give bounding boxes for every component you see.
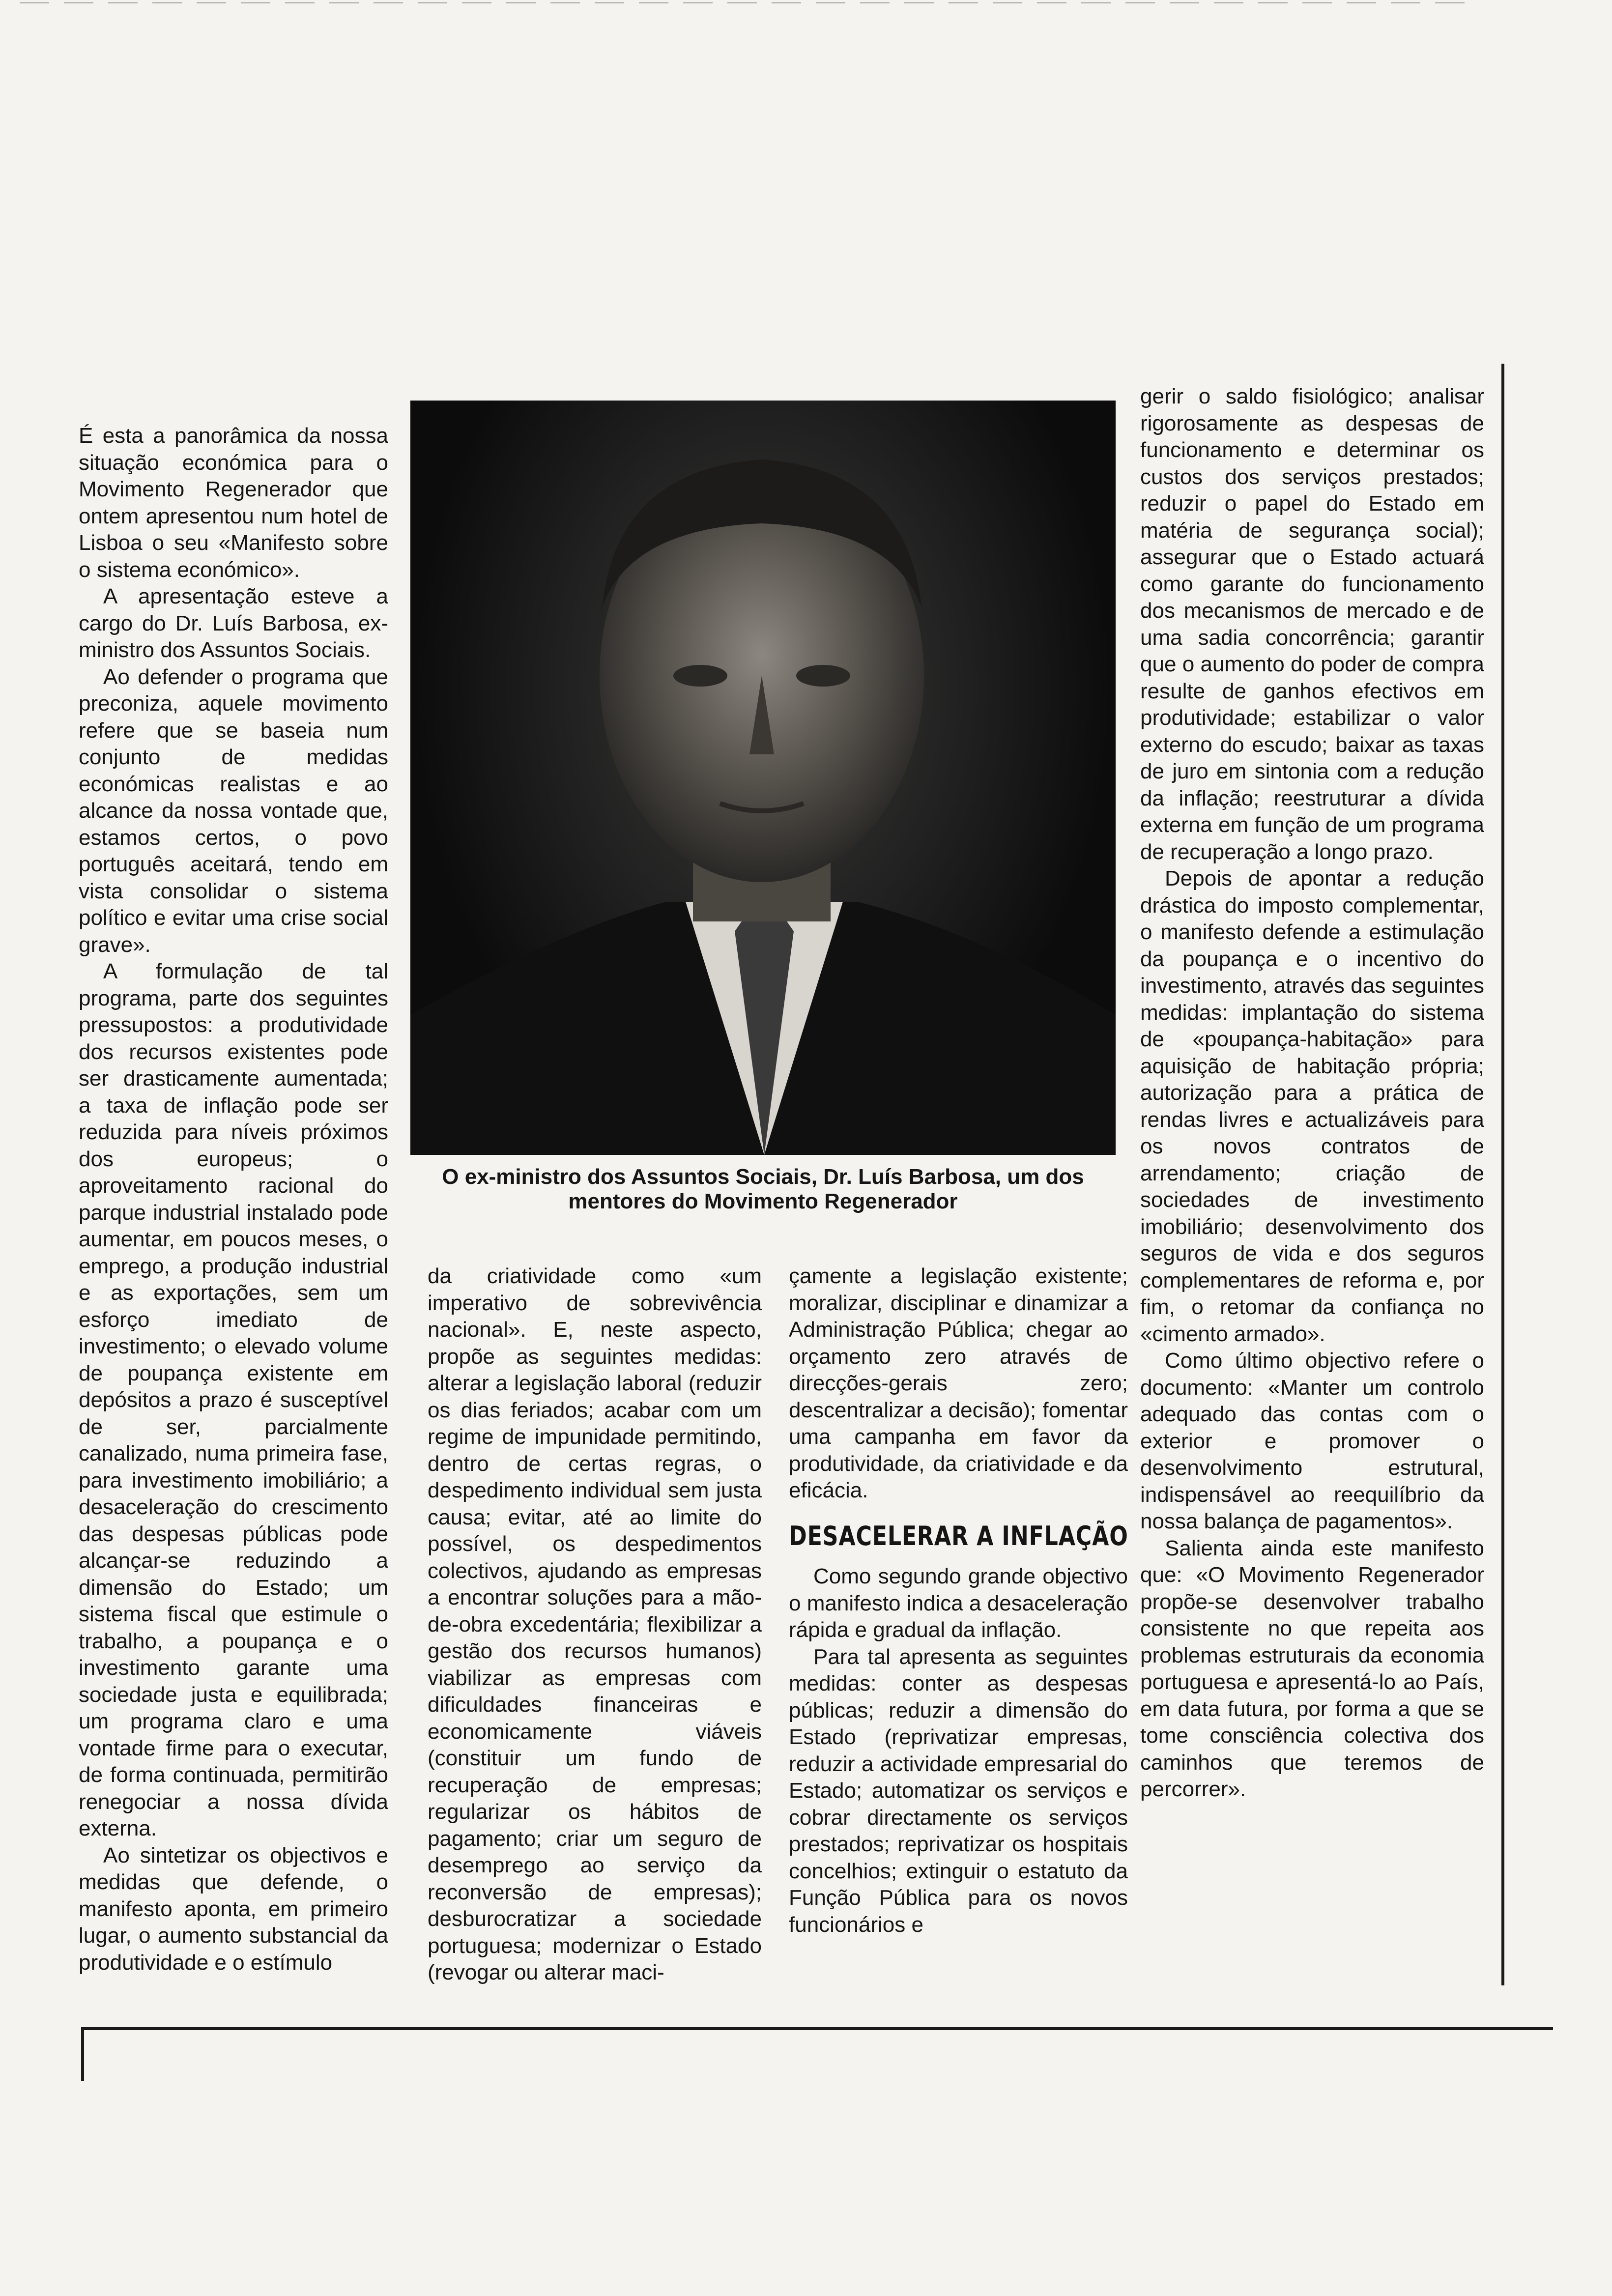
article-column-1 (79, 423, 388, 1976)
paragraph: da criatividade como «um imperativo de sobrevivência nacional». E, neste aspecto, propõe as seguintes medidas: alterar a legislação laboral (reduzir os dias feriados; acabar com um regime de impunidade permitindo, dentro de certas regras, o despedimento individual sem justa causa; evitar, até ao limite do possível, os despedimentos colectivos, ajudando as empresas a encontrar soluções para a mão-de-obra excedentária; flexibilizar a gestão dos recursos humanos) viabilizar as empresas com dificuldades financeiras e economicamente viáveis (constituir um fundo de recuperação de empresas; regularizar os hábitos de pagamento; criar um seguro de desemprego ao serviço da reconversão de empresas); desburocratizar a sociedade portuguesa; modernizar o Estado (revogar ou alterar maci- (428, 1264, 762, 1984)
portrait-image (410, 401, 1116, 1155)
article-column-2 (428, 1263, 762, 1986)
paragraph: Como segundo grande objectivo o manifesto indica a desaceleração rápida e gradual da inflação. (789, 1564, 1128, 1642)
article-column-4 (1140, 383, 1484, 1803)
paragraph: A apresentação esteve a cargo do Dr. Luís Barbosa, ex-ministro dos Assuntos Sociais. (79, 584, 388, 662)
paragraph: çamente a legislação existente; moralizar, disciplinar e dinamizar a Administração Pública; chegar ao orçamento zero através de direcções-gerais zero; descentralizar a decisão); fomentar uma campanha em favor da produtividade, da criatividade e da eficácia. (789, 1264, 1128, 1502)
paragraph: É esta a panorâmica da nossa situação económica para o Movimento Regenerador que ontem apresentou num hotel de Lisboa o seu «Manifesto sobre o sistema económico». (79, 424, 388, 582)
photo-caption: O ex-ministro dos Assuntos Sociais, Dr. Luís Barbosa, um dos mentores do Movimento Regenerador (442, 1165, 1084, 1213)
column-rule-right (1501, 364, 1504, 1985)
paragraph: gerir o saldo fisiológico; analisar rigorosamente as despesas de funcionamento e determinar os custos dos serviços prestados; reduzir o papel do Estado em matéria de segurança social); assegurar que o Estado actuará como garante do funcionamento dos mecanismos de mercado e de uma sadia concorrência; garantir que o aumento do poder de compra resulte de ganhos efectivos em produtividade; estabilizar o valor externo do escudo; baixar as taxas de juro em sintonia com a redução da inflação; reestruturar a dívida externa em função de um programa de recuperação a longo prazo. (1140, 384, 1484, 864)
paragraph: Ao defender o programa que preconiza, aquele movimento refere que se baseia num conjunto de medidas económicas realistas e ao alcance da nossa vontade que, estamos certos, o povo português aceitará, tendo em vista consolidar o sistema político e evitar uma crise social grave». (79, 664, 388, 957)
paragraph: Para tal apresenta as seguintes medidas: conter as despesas públicas; reduzir a dimensão do Estado (reprivatizar empresas, reduzir a actividade empresarial do Estado; automatizar os serviços e cobrar directamente os serviços prestados; reprivatizar os hospitais concelhios; extinguir o estatuto da Função Pública para os novos funcionários e (789, 1644, 1128, 1937)
bottom-rule (81, 2027, 1553, 2030)
paragraph: Ao sintetizar os objectivos e medidas que defende, o manifesto aponta, em primeiro lugar, o aumento substancial da produtividade e o estímulo (79, 1843, 388, 1975)
article-column-3 (789, 1263, 1128, 1938)
section-subheading: DESACELERAR A INFLAÇÃO (789, 1520, 1128, 1551)
paragraph: Depois de apontar a redução drástica do imposto complementar, o manifesto defende a estimulação da poupança e o incentivo do investimento, através das seguintes medidas: implantação do sistema de «poupança-habitação» para aquisição de habitação própria; autorização para a prática de rendas livres e actualizáveis para os novos contratos de arrendamento; criação de sociedades de investimento imobiliário; desenvolvimento dos seguros de vida e dos seguros complementares de reforma e, por fim, o retomar da confiança no «cimento armado». (1140, 866, 1484, 1346)
portrait-photo (410, 401, 1116, 1155)
bottom-corner-mark (81, 2027, 84, 2081)
paragraph: Salienta ainda este manifesto que: «O Movimento Regenerador propõe-se desenvolver trabalho consistente no que repeita aos problemas estruturais da economia portuguesa e apresentá-lo ao País, em data futura, por forma a que se tome consciência colectiva dos caminhos que teremos de percorrer». (1140, 1536, 1484, 1801)
paragraph: A formulação de tal programa, parte dos seguintes pressupostos: a produtividade dos recursos existentes pode ser drasticamente aumentada; a taxa de inflação pode ser reduzida para níveis próximos dos europeus; o aproveitamento racional do parque industrial instalado pode aumentar, em poucos meses, o emprego, a produção industrial e as exportações, sem um esforço imediato de investimento; o elevado volume de poupança existente em depósitos a prazo é susceptível de ser, parcialmente canalizado, numa primeira fase, para investimento imobiliário; a desaceleração do crescimento das despesas públicas pode alcançar-se reduzindo a dimensão do Estado; um sistema fiscal que estimule o trabalho, a poupança e o investimento garante uma sociedade justa e equilibrada; um programa claro e uma vontade firme para o executar, de forma continuada, permitirão renegociar a nossa dívida externa. (79, 959, 388, 1840)
scan-border (20, 2, 1474, 3)
paragraph: Como último objectivo refere o documento: «Manter um controlo adequado das contas com o exterior e promover o desenvolvimento estrutural, indispensável ao reequilíbrio da nossa balança de pagamentos». (1140, 1349, 1484, 1533)
